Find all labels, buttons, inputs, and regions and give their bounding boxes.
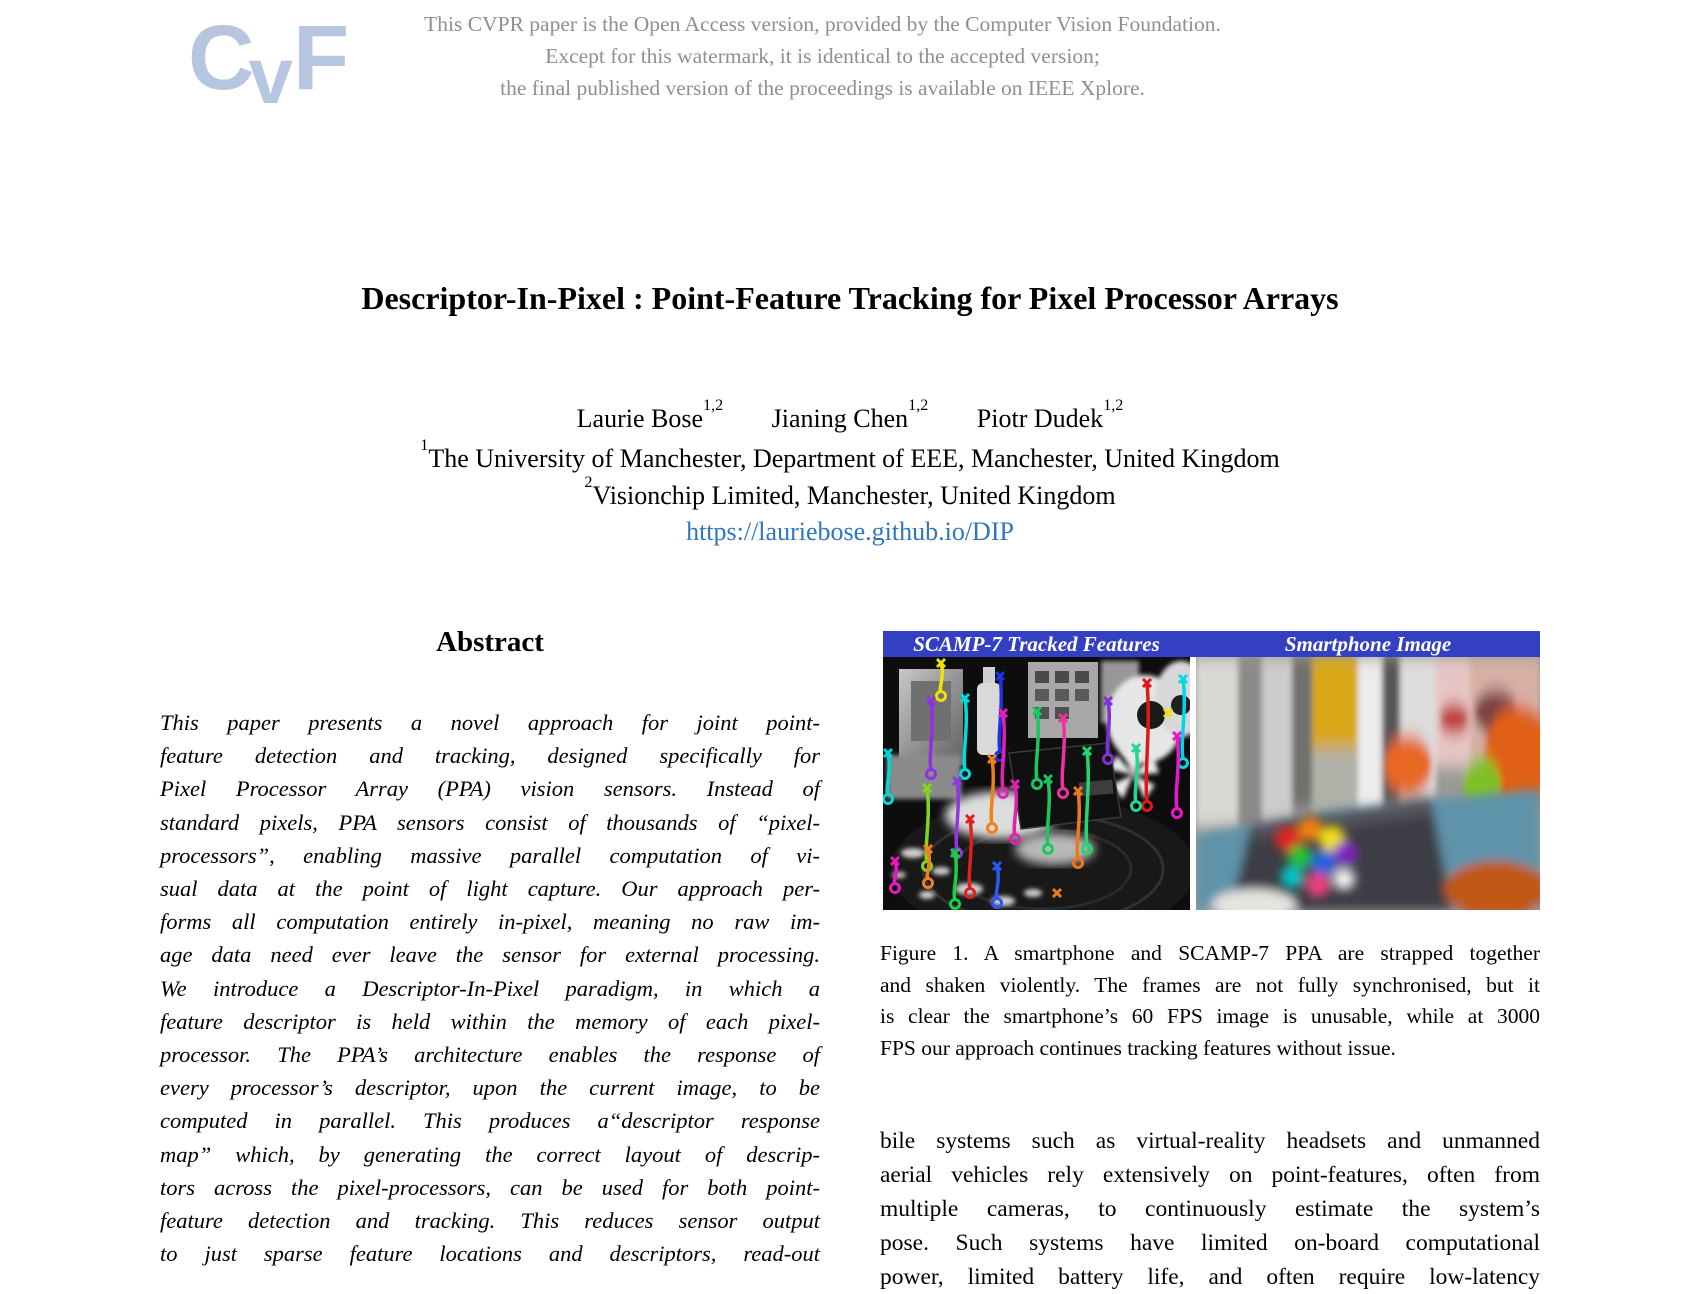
abstract-line: This paper presents a novel approach for joint point- xyxy=(160,710,820,735)
author-affiliation-marker: 1,2 xyxy=(908,397,929,415)
figure-caption xyxy=(880,938,1540,1064)
abstract-text xyxy=(160,706,820,1270)
abstract-line: every processor’s descriptor, upon the current image, to be xyxy=(160,1075,820,1101)
figure-right-label: Smartphone Image xyxy=(1284,632,1452,656)
author-list xyxy=(0,397,1700,434)
abstract-line: processor. The PPA’s architecture enables the response of xyxy=(160,1042,820,1068)
cvf-logo-letter-v: v xyxy=(248,31,289,120)
intro-text xyxy=(880,1124,1540,1294)
affiliation-text: Visionchip Limited, Manchester, United Kingdom xyxy=(592,481,1116,510)
caption-line: FPS our approach continues tracking features without issue. xyxy=(880,1035,1396,1060)
watermark-line: Except for this watermark, it is identical to the accepted version; xyxy=(545,44,1100,68)
abstract-line: forms all computation entirely in-pixel, meaning no raw im- xyxy=(160,909,820,935)
abstract-line: map” which, by generating the correct layout of descrip- xyxy=(160,1141,820,1167)
intro-line: power, limited battery life, and often require low-latency xyxy=(880,1264,1540,1290)
author xyxy=(771,397,929,433)
abstract-line: to just sparse feature locations and descriptors, read-out xyxy=(160,1241,820,1267)
affiliation-2 xyxy=(0,474,1700,511)
figure-images xyxy=(883,657,1540,910)
abstract-line: sual data at the point of light capture. Our approach per- xyxy=(160,876,820,902)
caption-line: is clear the smartphone’s 60 FPS image is unusable, while at 3000 xyxy=(880,1004,1540,1028)
author-name: Laurie Bose xyxy=(576,404,704,433)
cvf-logo-letter-f: F xyxy=(292,7,346,109)
affiliation-marker: 1 xyxy=(420,437,429,455)
author xyxy=(576,397,724,433)
author-affiliation-marker: 1,2 xyxy=(703,397,724,415)
abstract-heading: Abstract xyxy=(436,626,544,658)
author-name: Jianing Chen xyxy=(771,404,909,433)
cvf-logo-letter-c: C xyxy=(188,7,251,109)
figure-left-label: SCAMP-7 Tracked Features xyxy=(913,632,1160,656)
author xyxy=(976,397,1124,433)
intro-line: bile systems such as virtual-reality headsets and unmanned xyxy=(880,1128,1540,1154)
affiliation-marker: 2 xyxy=(584,474,593,492)
author-affiliation-marker: 1,2 xyxy=(1103,397,1124,415)
caption-line: and shaken violently. The frames are not fully synchronised, but it xyxy=(880,972,1540,997)
paper-title: Descriptor-In-Pixel : Point-Feature Tracking for Pixel Processor Arrays xyxy=(361,280,1339,316)
author-name: Piotr Dudek xyxy=(976,404,1104,433)
project-url-row xyxy=(0,517,1700,547)
abstract-line: tors across the pixel-processors, can be used for both point- xyxy=(160,1174,820,1200)
watermark-line: the final published version of the proceedings is available on IEEE Xplore. xyxy=(500,76,1145,100)
figure-header-bar xyxy=(883,631,1540,657)
intro-line: multiple cameras, to continuously estimate the system’s xyxy=(880,1196,1540,1222)
caption-line: Figure 1. A smartphone and SCAMP-7 PPA are strapped together xyxy=(880,941,1540,965)
abstract-line: computed in parallel. This produces a“descriptor response xyxy=(160,1108,820,1134)
abstract-line: We introduce a Descriptor-In-Pixel paradigm, in which a xyxy=(160,975,820,1001)
abstract-line: Pixel Processor Array (PPA) vision sensors. Instead of xyxy=(160,776,820,802)
watermark-line: This CVPR paper is the Open Access version, provided by the Computer Vision Foundation. xyxy=(424,12,1221,36)
figure-1 xyxy=(883,631,1540,910)
abstract-line: feature detection and tracking. This reduces sensor output xyxy=(160,1208,820,1234)
intro-line: pose. Such systems have limited on-board computational xyxy=(880,1230,1540,1256)
abstract-line: age data need ever leave the sensor for external processing. xyxy=(160,942,820,968)
abstract-line: feature detection and tracking, designed specifically for xyxy=(160,743,820,769)
smartphone-image xyxy=(1196,657,1540,910)
scamp7-tracked-features-image xyxy=(883,657,1190,910)
affiliation-text: The University of Manchester, Department of EEE, Manchester, United Kingdom xyxy=(428,444,1280,473)
intro-line: aerial vehicles rely extensively on point-features, often from xyxy=(880,1162,1540,1188)
bottle-shape xyxy=(977,683,1001,755)
abstract-line: feature descriptor is held within the memory of each pixel- xyxy=(160,1008,820,1034)
affiliation-1 xyxy=(0,437,1700,474)
cvf-watermark xyxy=(0,8,1645,104)
abstract-line: standard pixels, PPA sensors consist of thousands of “pixel- xyxy=(160,809,820,835)
project-link[interactable]: https://lauriebose.github.io/DIP xyxy=(686,517,1014,546)
abstract-line: processors”, enabling massive parallel computation of vi- xyxy=(160,842,820,868)
